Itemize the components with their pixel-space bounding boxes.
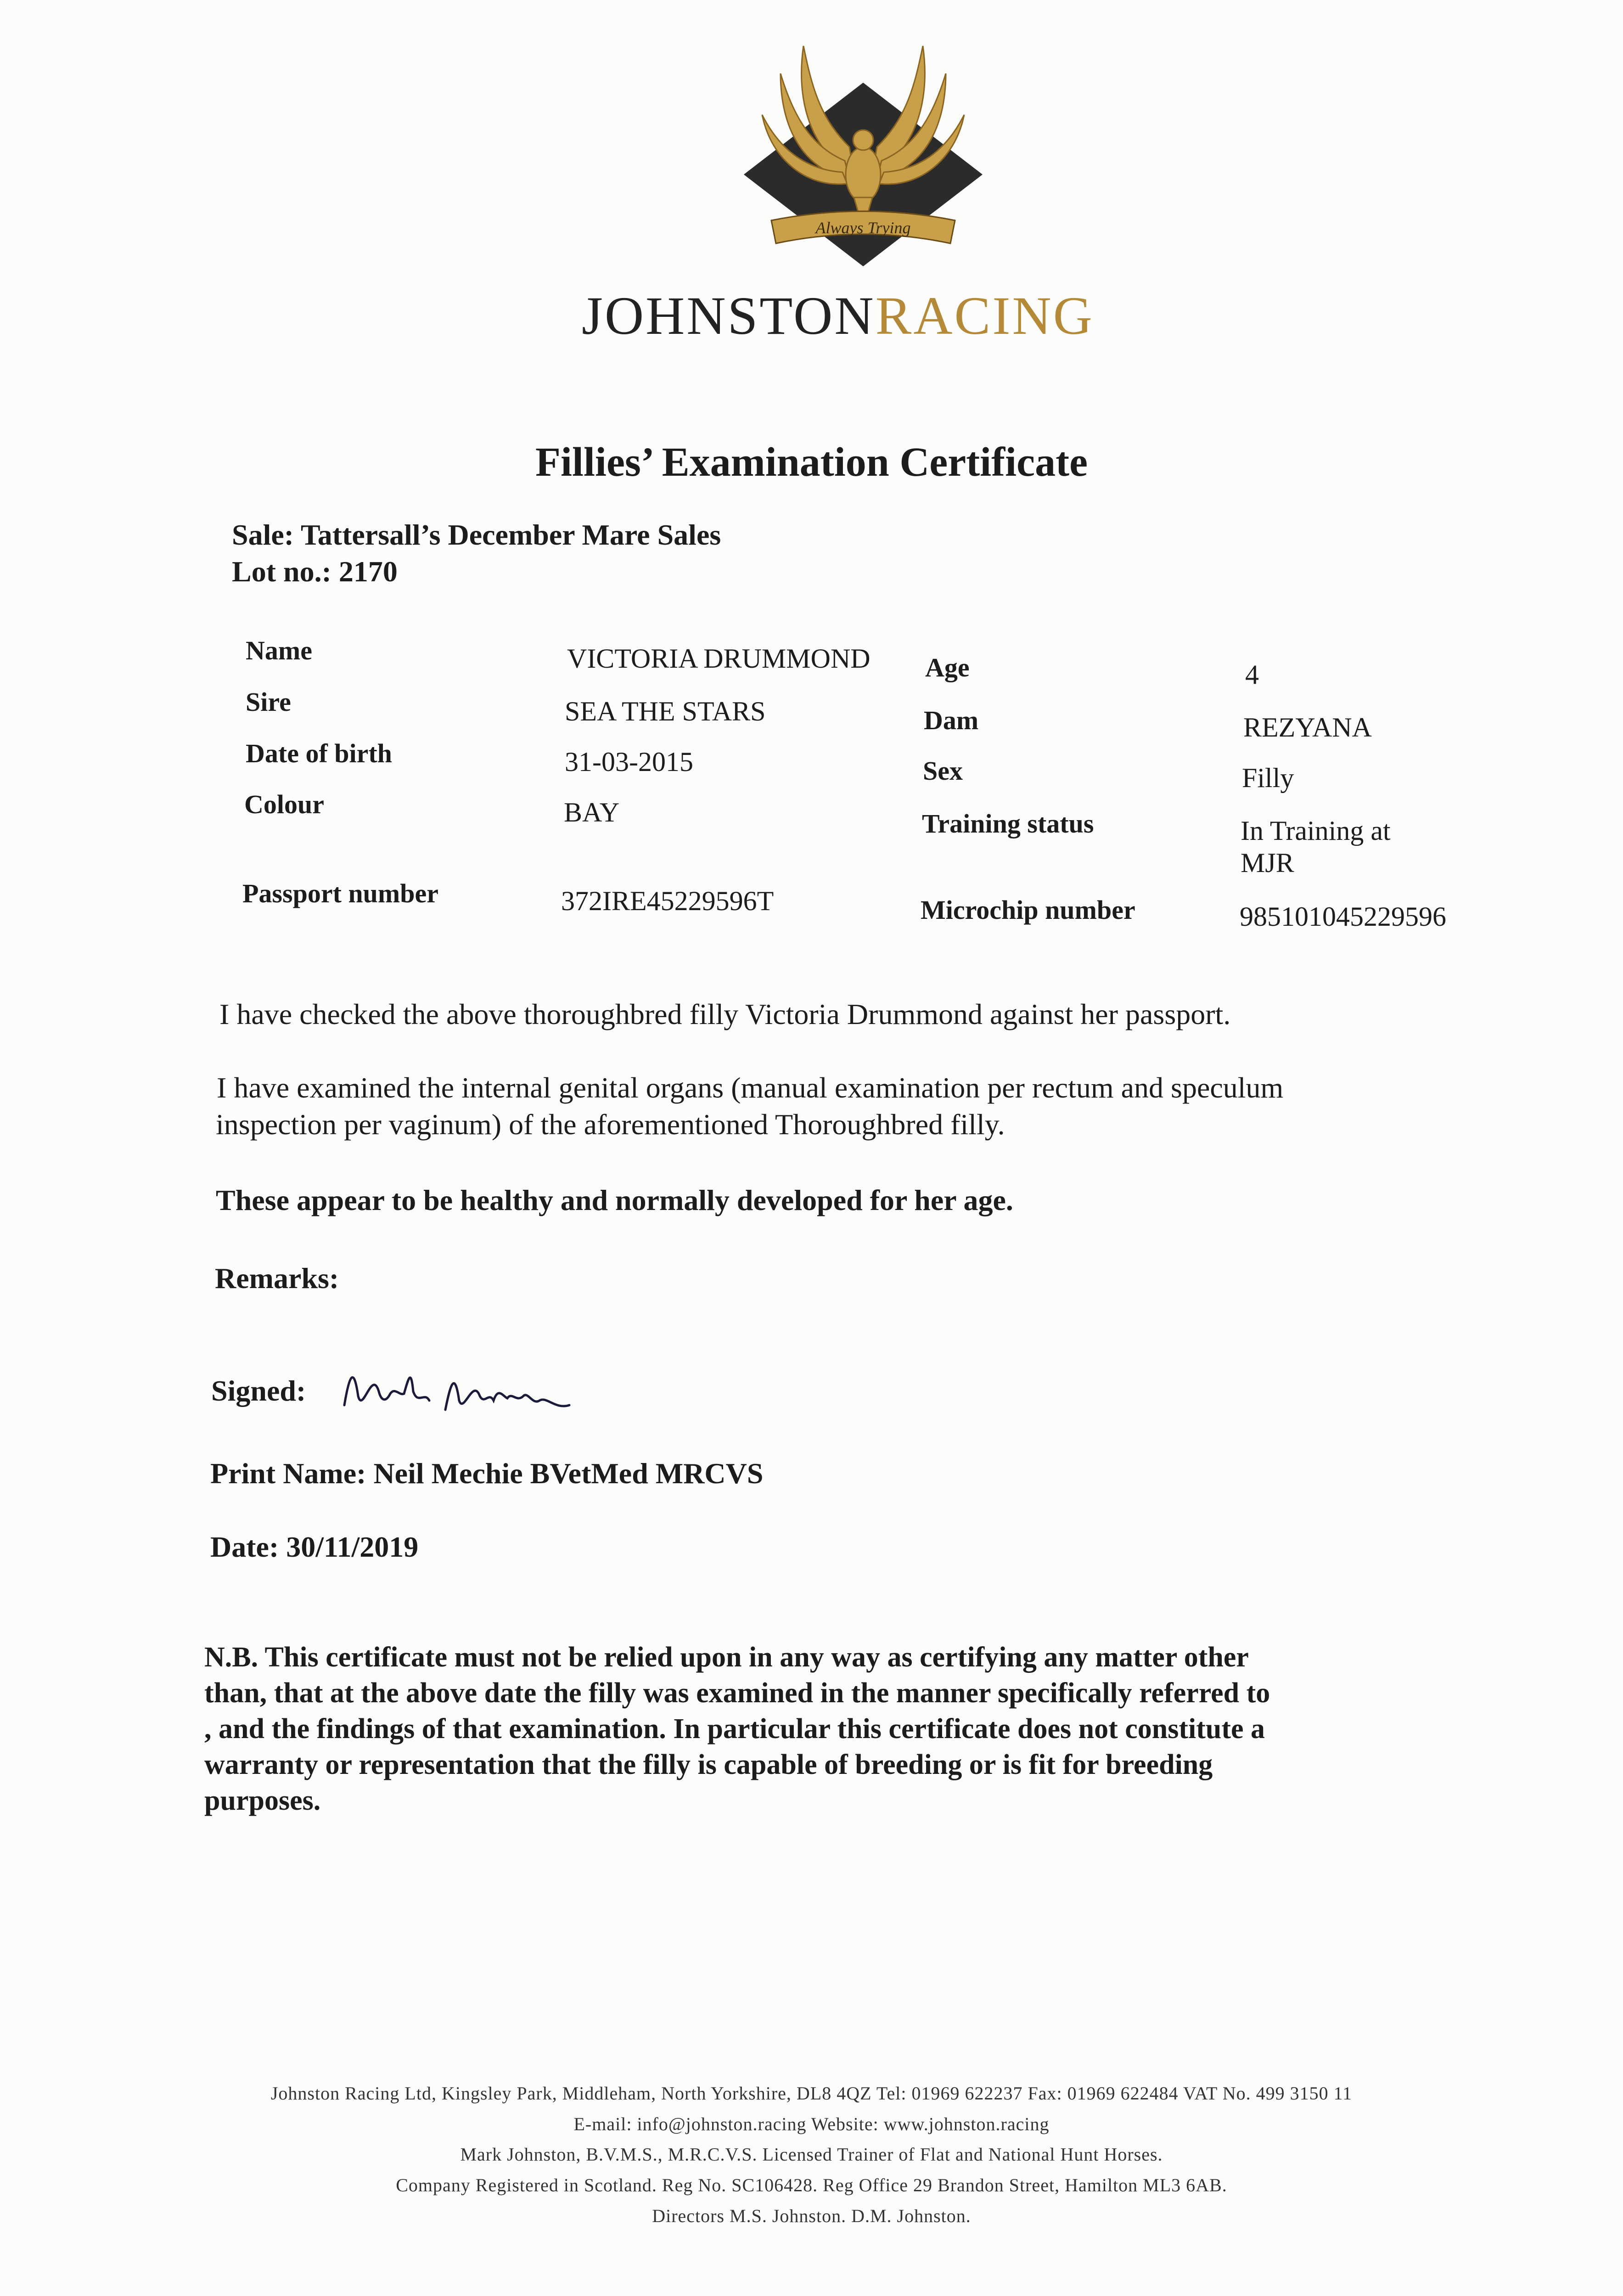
footer-contact: E-mail: info@johnston.racing Website: www.johnston.racing	[573, 2114, 1050, 2134]
nb-line-5: purposes.	[204, 1785, 321, 1816]
passport-label: Passport number	[242, 878, 438, 908]
lot-number: Lot no.: 2170	[232, 555, 398, 588]
remarks-label: Remarks:	[215, 1262, 339, 1294]
sire-value: SEA THE STARS	[565, 696, 766, 726]
footer-trainer: Mark Johnston, B.V.M.S., M.R.C.V.S. Licensed Trainer of Flat and National Hunt Horses.	[460, 2144, 1163, 2165]
signed-label: Signed:	[211, 1374, 306, 1407]
microchip-label: Microchip number	[921, 895, 1135, 925]
brand-johnston: JOHNSTON	[582, 286, 876, 346]
print-name: Print Name: Neil Mechie BVetMed MRCVS	[210, 1457, 764, 1490]
training-status-value-line2: MJR	[1241, 848, 1294, 878]
footer-address: Johnston Racing Ltd, Kingsley Park, Middleham, North Yorkshire, DL8 4QZ Tel: 01969 622237 Fax: 01969 622484 VAT No. 499 3150 11	[270, 2083, 1353, 2104]
examination-statement-line1: I have examined the internal genital organs (manual examination per rectum and speculum	[217, 1071, 1284, 1104]
sire-label: Sire	[246, 687, 291, 717]
nb-line-1: N.B. This certificate must not be relied upon in any way as certifying any matter other	[204, 1642, 1249, 1673]
nb-line-4: warranty or representation that the filly is capable of breeding or is fit for breeding	[204, 1749, 1213, 1780]
certificate-date: Date: 30/11/2019	[210, 1531, 419, 1563]
footer-directors: Directors M.S. Johnston. D.M. Johnston.	[652, 2206, 971, 2226]
dam-value: REZYANA	[1243, 712, 1372, 743]
passport-value: 372IRE45229596T	[561, 886, 774, 916]
sex-value: Filly	[1242, 763, 1294, 793]
findings-statement: These appear to be healthy and normally developed for her age.	[216, 1184, 1013, 1216]
brand-wordmark	[551, 285, 1125, 347]
age-label: Age	[925, 653, 970, 682]
johnston-racing-logo	[702, 37, 1024, 294]
microchip-value: 985101045229596	[1240, 901, 1446, 932]
training-status-label: Training status	[922, 809, 1094, 838]
name-value: VICTORIA DRUMMOND	[567, 643, 870, 674]
signature	[335, 1350, 592, 1433]
passport-check-statement: I have checked the above thoroughbred filly Victoria Drummond against her passport.	[219, 998, 1231, 1030]
colour-label: Colour	[244, 789, 324, 819]
nb-line-2: than, that at the above date the filly was examined in the manner specifically referred to	[204, 1677, 1270, 1709]
nb-disclaimer	[204, 1639, 1453, 1818]
sex-label: Sex	[923, 756, 963, 786]
dam-label: Dam	[924, 705, 979, 735]
dob-value: 31-03-2015	[565, 747, 693, 777]
examination-statement-line2: inspection per vaginum) of the aforementioned Thoroughbred filly.	[216, 1108, 1005, 1141]
sale-line: Sale: Tattersall’s December Mare Sales	[232, 518, 721, 551]
nb-line-3: , and the findings of that examination. In particular this certificate does not constitute a	[204, 1713, 1265, 1745]
certificate-title: Fillies’ Examination Certificate	[535, 439, 1088, 485]
footer-registration: Company Registered in Scotland. Reg No. SC106428. Reg Office 29 Brandon Street, Hamilton ML3 6AB.	[396, 2175, 1227, 2195]
brand-racing: RACING	[875, 286, 1094, 346]
logo-banner-text: Always Trying	[815, 219, 911, 237]
age-value: 4	[1245, 659, 1259, 690]
colour-value: BAY	[564, 797, 620, 827]
dob-label: Date of birth	[246, 738, 392, 768]
training-status-value-line1: In Training at	[1241, 816, 1391, 846]
name-label: Name	[246, 636, 312, 665]
